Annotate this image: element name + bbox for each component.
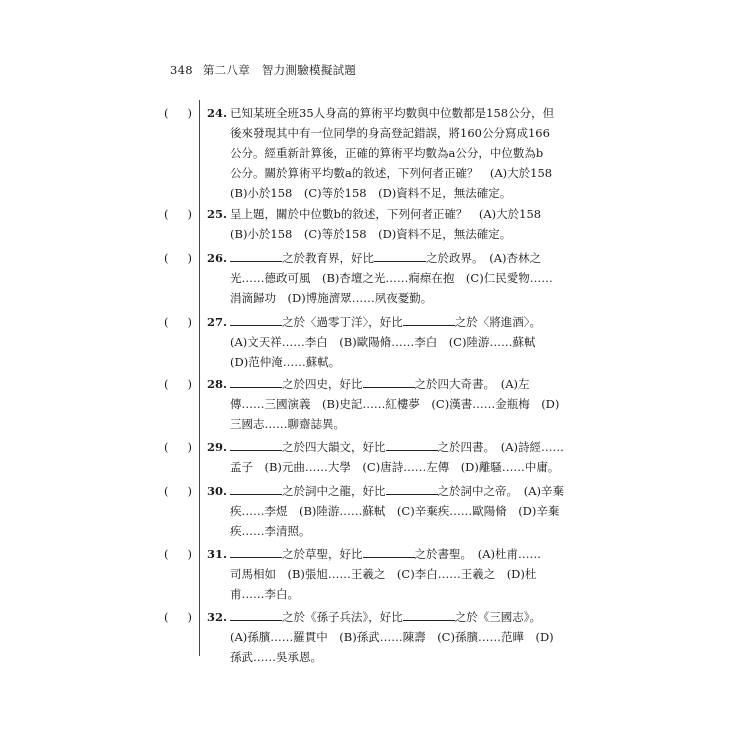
fill-blank[interactable] (230, 249, 282, 262)
answer-parentheses[interactable]: ( ) (164, 106, 192, 120)
question-first-line: 之於四史，好比 之於四大奇書。 (A)左 (230, 374, 599, 394)
answer-parentheses[interactable]: ( ) (164, 251, 192, 265)
fill-blank[interactable] (230, 482, 282, 495)
question-first-line: 之於詞中之龍，好比 之於詞中之帝。 (A)辛棄 (230, 481, 599, 501)
question-body (207, 437, 599, 477)
question-number: 27. (207, 315, 228, 329)
question-body (207, 204, 599, 244)
page-number: 348 (170, 63, 193, 77)
question-line: 公分。關於算術平均數a的敘述，下列何者正確？ (A)大於158 (230, 166, 553, 180)
question-number: 24. (207, 106, 228, 120)
question-first-line: 之於草聖，好比 之於書聖。 (A)杜甫…… (230, 544, 599, 564)
fill-blank[interactable] (230, 438, 282, 451)
question-number: 32. (207, 610, 228, 624)
question-line: 疾……李清照。 (230, 524, 311, 538)
fill-blank[interactable] (363, 545, 415, 558)
question-first-line: 之於四大韻文，好比 之於四書。 (A)詩經…… (230, 437, 599, 457)
question-line: (A)文天祥……李白 (B)歐陽脩……李白 (C)陸游……蘇軾 (230, 335, 536, 349)
question-body (207, 607, 599, 667)
question-line: 後來發現其中有一位同學的身高登記錯誤，將160公分寫成166 (230, 126, 550, 140)
question-line: 疾……李煜 (B)陸游……蘇軾 (C)辛棄疾……歐陽脩 (D)辛棄 (230, 504, 560, 518)
answer-parentheses[interactable]: ( ) (164, 440, 192, 454)
question-line: (D)范仲淹……蘇軾。 (230, 355, 341, 369)
question-body (207, 103, 599, 203)
fill-blank[interactable] (230, 375, 282, 388)
question-line: 呈上題，關於中位數b的敘述，下列何者正確？ (A)大於158 (230, 207, 542, 221)
question-body (207, 312, 599, 372)
page-header (170, 62, 356, 78)
answer-parentheses[interactable]: ( ) (164, 547, 192, 561)
answer-column-divider (199, 100, 200, 656)
question-number: 26. (207, 251, 228, 265)
answer-parentheses[interactable]: ( ) (164, 377, 192, 391)
question-line: 傳……三國演義 (B)史記……紅樓夢 (C)漢書……金瓶梅 (D) (230, 397, 560, 411)
question-first-line: 之於《孫子兵法》，好比 之於《三國志》。 (230, 607, 599, 627)
question-first-line: 之於教育界，好比 之於政界。 (A)杏林之 (230, 248, 599, 268)
question-line: 司馬相如 (B)張旭……王羲之 (C)李白……王羲之 (D)杜 (230, 567, 537, 581)
question-line: (B)小於158 (C)等於158 (D)資料不足，無法確定。 (230, 186, 512, 200)
question-line: 光……德政可風 (B)杏壇之光……痌瘝在抱 (C)仁民愛物…… (230, 271, 553, 285)
question-number: 28. (207, 377, 228, 391)
question-line: (A)孫臏……羅貫中 (B)孫武……陳壽 (C)孫臏……范曄 (D) (230, 630, 554, 644)
fill-blank[interactable] (386, 438, 438, 451)
question-body (207, 544, 599, 604)
fill-blank[interactable] (403, 608, 455, 621)
fill-blank[interactable] (386, 482, 438, 495)
question-number: 25. (207, 207, 228, 221)
question-number: 30. (207, 484, 228, 498)
answer-parentheses[interactable]: ( ) (164, 207, 192, 221)
question-body (207, 248, 599, 308)
fill-blank[interactable] (363, 375, 415, 388)
answer-parentheses[interactable]: ( ) (164, 610, 192, 624)
question-line: (B)小於158 (C)等於158 (D)資料不足，無法確定。 (230, 227, 512, 241)
question-line: 孟子 (B)元曲……大學 (C)唐詩……左傳 (D)離騷……中庸。 (230, 460, 560, 474)
fill-blank[interactable] (374, 249, 426, 262)
answer-parentheses[interactable]: ( ) (164, 484, 192, 498)
chapter-title: 第二八章 智力測驗模擬試題 (202, 63, 357, 77)
question-line: 甫……李白。 (230, 587, 299, 601)
fill-blank[interactable] (230, 313, 282, 326)
fill-blank[interactable] (230, 545, 282, 558)
question-body (207, 374, 599, 434)
question-line: 公分。經重新計算後，正確的算術平均數為a公分，中位數為b (230, 146, 544, 160)
question-body (207, 481, 599, 541)
question-first-line: 之於〈過零丁洋〉，好比 之於〈將進酒〉。 (230, 312, 599, 332)
fill-blank[interactable] (403, 313, 455, 326)
question-number: 31. (207, 547, 228, 561)
question-number: 29. (207, 440, 228, 454)
question-line: 已知某班全班35人身高的算術平均數與中位數都是158公分，但 (230, 106, 555, 120)
fill-blank[interactable] (230, 608, 282, 621)
question-line: 涓滴歸功 (D)博施濟眾……夙夜憂勤。 (230, 291, 433, 305)
answer-parentheses[interactable]: ( ) (164, 315, 192, 329)
question-line: 孫武……吳承恩。 (230, 650, 322, 664)
question-line: 三國志……聊齋誌異。 (230, 417, 345, 431)
